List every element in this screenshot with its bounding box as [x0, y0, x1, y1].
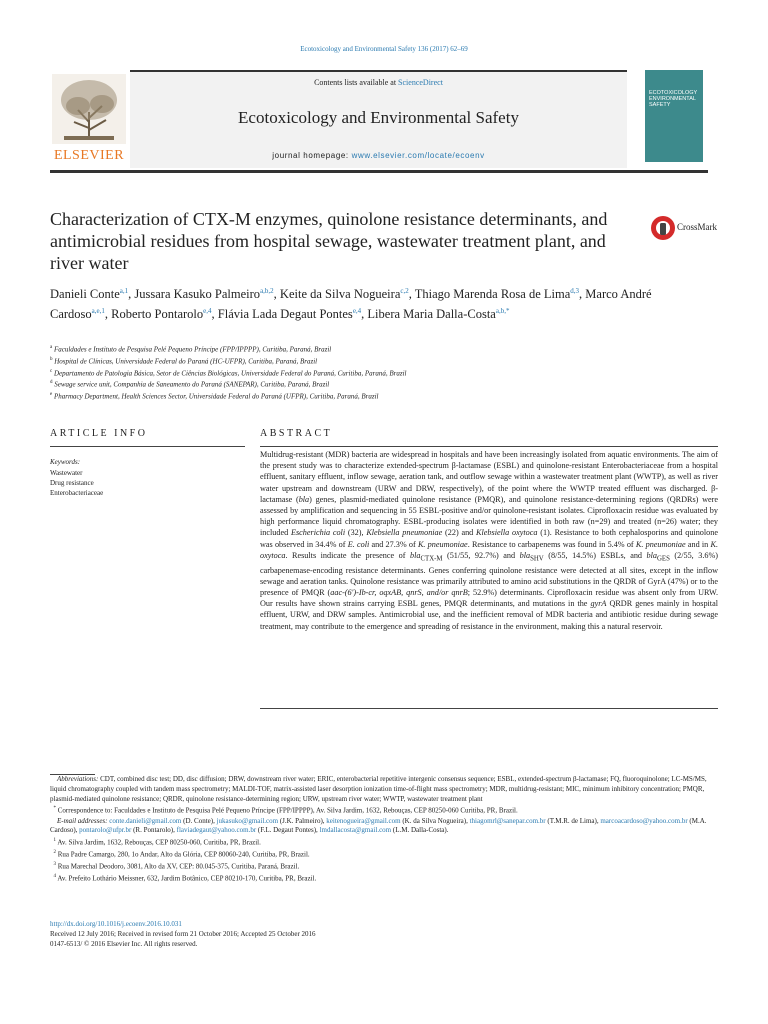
address-footnote: $^2$ Rua Padre Camargo, 280, 1o Andar, Alto da Glória, CEP 80060-240, Curitiba, PR, Brazil.	[53, 850, 310, 859]
affiliation-list	[50, 343, 670, 402]
elsevier-wordmark: ELSEVIER	[53, 148, 125, 163]
author-name[interactable]: Roberto Pontarolo	[111, 307, 204, 322]
author-name[interactable]: Flávia Lada Degaut Pontes	[217, 307, 353, 322]
journal-title: Ecotoxicology and Environmental Safety	[238, 108, 519, 127]
email-link[interactable]: jukasuko@gmail.com	[216, 816, 279, 825]
address-footnote: $^4$ Av. Prefeito Lothário Meissner, 632, Jardim Botânico, CEP 80210-170, Curitiba, PR, Brazil.	[53, 874, 317, 883]
footnotes	[50, 775, 718, 885]
email-link[interactable]: pontarolo@ufpr.br	[79, 826, 132, 835]
author-affiliation-marker[interactable]: e,4	[203, 307, 212, 316]
affiliation-item: $^e$ Pharmacy Department, Health Sciences Sector, Universidade Federal do Paraná (UFPR), Curitiba, Paraná, Brazil	[50, 392, 379, 401]
contents-line	[130, 78, 627, 87]
keyword-list	[50, 468, 103, 498]
doi-link[interactable]: http://dx.doi.org/10.1016/j.ecoenv.2016.10.031	[50, 920, 182, 928]
author-name[interactable]: Danieli Conte	[50, 287, 120, 302]
header-rule	[50, 170, 708, 173]
affiliation-item: $^b$ Hospital de Clínicas, Universidade Federal do Paraná (HC-UFPR), Curitiba, Paraná, Brazil	[50, 356, 318, 366]
cover-title: ECOTOXICOLOGY ENVIRONMENTAL SAFETY	[649, 90, 698, 108]
keywords-label: Keywords:	[50, 458, 81, 466]
correspondence-footnote: * Correspondence to: Faculdades e Instituto de Pesquisa Pelé Pequeno Príncipe (FPP/IPPPP), Av. Silva Jardim, 1632, Rebouças, CEP 80250-060 Curitiba, PR, Brazil.	[53, 806, 518, 815]
homepage-prefix: journal homepage:	[272, 151, 352, 160]
email-footnote: E-mail addresses: conte.danieli@gmail.com (D. Conte), jukasuko@gmail.com (J.K. Palmeiro), keitenogueira@gmail.com (K. da Silva Nogueira), thiagomrl@sanepar.com.br (T.M.R. de Lima), marcoacardoso@yahoo.com.br (M.A. Cardoso), pontarolo@ufpr.br (R. Pontarolo), flaviadegaut@yahoo.com.br (F.L. Degaut Pontes), lmdallacosta@gmail.com (L.M. Dalla-Costa).	[50, 816, 707, 835]
author-affiliation-marker[interactable]: a,b,2	[260, 287, 274, 295]
keyword-item: Enterobacteriaceae	[50, 489, 104, 497]
author-list: Danieli Conte$^{a,1}$, Jussara Kasuko Palmeiro$^{a,b,2}$, Keite da Silva Nogueira$^{c,2}$, Thiago Marenda Rosa de Lima$^{d,3}$, Marco André Cardoso$^{a,e,1}$, Roberto Pontarolo$^{e,4}$, Flávia Lada Degaut Pontes$^{e,4}$, Libera Maria Dalla-Costa$^{a,b,*}$	[50, 287, 652, 322]
affiliation-item: $^a$ Faculdades e Instituto de Pesquisa Pelé Pequeno Príncipe (FPP/IPPPP), Curitiba, Paraná, Brazil	[50, 345, 332, 354]
email-link[interactable]: thiagomrl@sanepar.com.br	[469, 816, 546, 825]
contents-prefix: Contents lists available at	[314, 78, 399, 87]
author-affiliation-marker[interactable]: e,4	[352, 307, 362, 316]
abstract-heading: ABSTRACT	[260, 428, 333, 439]
email-link[interactable]: flaviadegaut@yahoo.com.br	[176, 826, 257, 835]
journal-citation[interactable]: Ecotoxicology and Environmental Safety 136 (2017) 62–69	[300, 45, 468, 53]
author-affiliation-marker[interactable]: a,b,*	[495, 307, 510, 316]
keyword-item: Drug resistance	[50, 479, 94, 487]
author-affiliation-marker[interactable]: d,3	[570, 287, 580, 295]
author-name[interactable]: Thiago Marenda Rosa de Lima	[414, 287, 571, 302]
author-affiliation-marker[interactable]: a,e,1	[91, 307, 105, 316]
article-info-rule	[50, 446, 245, 447]
crossmark-label[interactable]: CrossMark	[677, 222, 717, 232]
affiliation-item: $^d$ Sewage service unit, Companhia de Saneamento do Paraná (SANEPAR), Curitiba, Paraná, Brazil	[50, 380, 330, 389]
email-link[interactable]: conte.danieli@gmail.com	[109, 816, 182, 825]
journal-cover-thumbnail	[645, 70, 703, 162]
sciencedirect-link[interactable]: ScienceDirect	[398, 78, 443, 87]
author-affiliation-marker[interactable]: c,2	[400, 287, 409, 295]
abstract-text: Multidrug-resistant (MDR) bacteria are widespread in hospitals and have been increasingly isolated from aquatic environments. The aim of the present study was to characterize extended-spectrum β-lactamase (ESBL) and quinolone-resistant Enterobacteriaceae from a hospital effluent, sanitary effluent, inflow sewage, aeration tank, and outflow sewage within a wastewater treatment plant (WWTP), as well as river water upstream and downstream (URW and DRW, respectively), of the point where the WWTP treated effluent was discharged. β-lactamase (bla) genes, plasmid-mediated quinolone resistance (PMQR), and quinolone resistance-determining regions (QRDRs) were assessed by amplification and sequencing in 55 ESBL-positive and/or quinolone-resistant isolates. Ciprofloxacin residue was evaluated by high performance liquid chromatography. ESBL-producing isolates were identified in both raw (n=29) and treated (n=26) water; they included Escherichia coli (32), Klebsiella pneumoniae (22) and Klebsiella oxytoca (1). Resistance to both cephalosporins and quinolone was observed in 34.4% of E. coli and 27.3% of K. pneumoniae. Resistance to carbapenems was found in 5.4% of K. pneumoniae and in K. oxytoca. Results indicate the presence of bla$_{CTX-M}$ (51/55, 92.7%) and bla$_{SHV}$ (8/55, 14.5%) ESBLs, and bla$_{GES}$ (2/55, 3.6%) carbapenemase-encoding resistance determinants. Genes conferring quinolone resistance were detected at all sites, except in the inflow sewage and aeration tanks. Quinolone resistance was primarily attributed to amino acid substitutions in the QRDR of GyrA (47%) or to the presence of PMQR (aac-(6′)-Ib-cr, oqxAB, qnrS, and/or qnrB; 52.9%) determinants. Ciprofloxacin residue was absent only from URW. Our results have shown strains carrying ESBL genes, PMQR determinants, and mutations in the gyrA QRDR genes mainly in hospital effluent, URW, and DRW samples. Antimicrobial use, and the inefficient removal of MDR bacteria and antibiotic residue during sewage treatment, may contribute to the emergence and spreading of resistance in the environment, making this a natural reservoir.	[260, 450, 719, 631]
journal-homepage-line	[130, 151, 627, 160]
author-name[interactable]: Jussara Kasuko Palmeiro	[134, 287, 261, 302]
abbreviations-footnote: Abbreviations: CDT, combined disc test; DD, disc diffusion; DRW, downstream river water; ERIC, enterobacterial repetitive intergenic consensus sequence; ESBL, extended-spectrum β-lactamase; FQ, fluoroquinolone; LC-MS/MS, liquid chromatography coupled with tandem mass spectrometry; MALDI-TOF, matrix-assisted laser desorption ionization time-of-flight mass spectrometry; MDR, multidrug-resistant; MIC, minimum inhibitory concentration; PMQR, plasmid-mediated quinolone resistance; QRDR, quinolone resistance-determining region; URW, upstream river water; WWTP, wastewater treatment plant	[50, 775, 707, 803]
abstract-rule	[260, 446, 718, 447]
received-dates: Received 12 July 2016; Received in revised form 21 October 2016; Accepted 25 October 2016	[50, 929, 316, 938]
address-footnote: $^1$ Av. Silva Jardim, 1632, Rebouças, CEP 80250-060, Curitiba, PR, Brazil.	[53, 838, 261, 847]
article-title: Characterization of CTX-M enzymes, quinolone resistance determinants, and antimicrobial residues from hospital sewage, wastewater treatment plant, and river water	[50, 209, 608, 273]
author-name[interactable]: Libera Maria Dalla-Costa	[367, 307, 496, 322]
author-affiliation-marker[interactable]: a,1	[119, 287, 129, 295]
homepage-link[interactable]: www.elsevier.com/locate/ecoenv	[351, 151, 485, 160]
email-link[interactable]: keitenogueira@gmail.com	[326, 816, 401, 825]
email-link[interactable]: lmdallacosta@gmail.com	[319, 826, 392, 835]
affiliation-item: $^c$ Departamento de Patologia Básica, Setor de Ciências Biológicas, Universidade Federal do Paraná, Curitiba, Paraná, Brazil	[50, 368, 407, 377]
abstract-bottom-rule	[260, 708, 718, 709]
article-info-heading: ARTICLE INFO	[50, 428, 148, 439]
address-footnotes	[50, 836, 718, 885]
article-metadata	[50, 920, 718, 949]
copyright-line: 0147-6513/ © 2016 Elsevier Inc. All rights reserved.	[50, 939, 198, 948]
keyword-item: Wastewater	[50, 469, 83, 477]
author-name[interactable]: Marco André Cardoso	[50, 287, 652, 322]
address-footnote: $^3$ Rua Marechal Deodoro, 3081, Alto da XV, CEP: 80.045-375, Curitiba, Paraná, Brazil.	[53, 862, 300, 871]
email-link[interactable]: marcoacardoso@yahoo.com.br	[600, 816, 688, 825]
author-name[interactable]: Keite da Silva Nogueira	[279, 287, 401, 302]
